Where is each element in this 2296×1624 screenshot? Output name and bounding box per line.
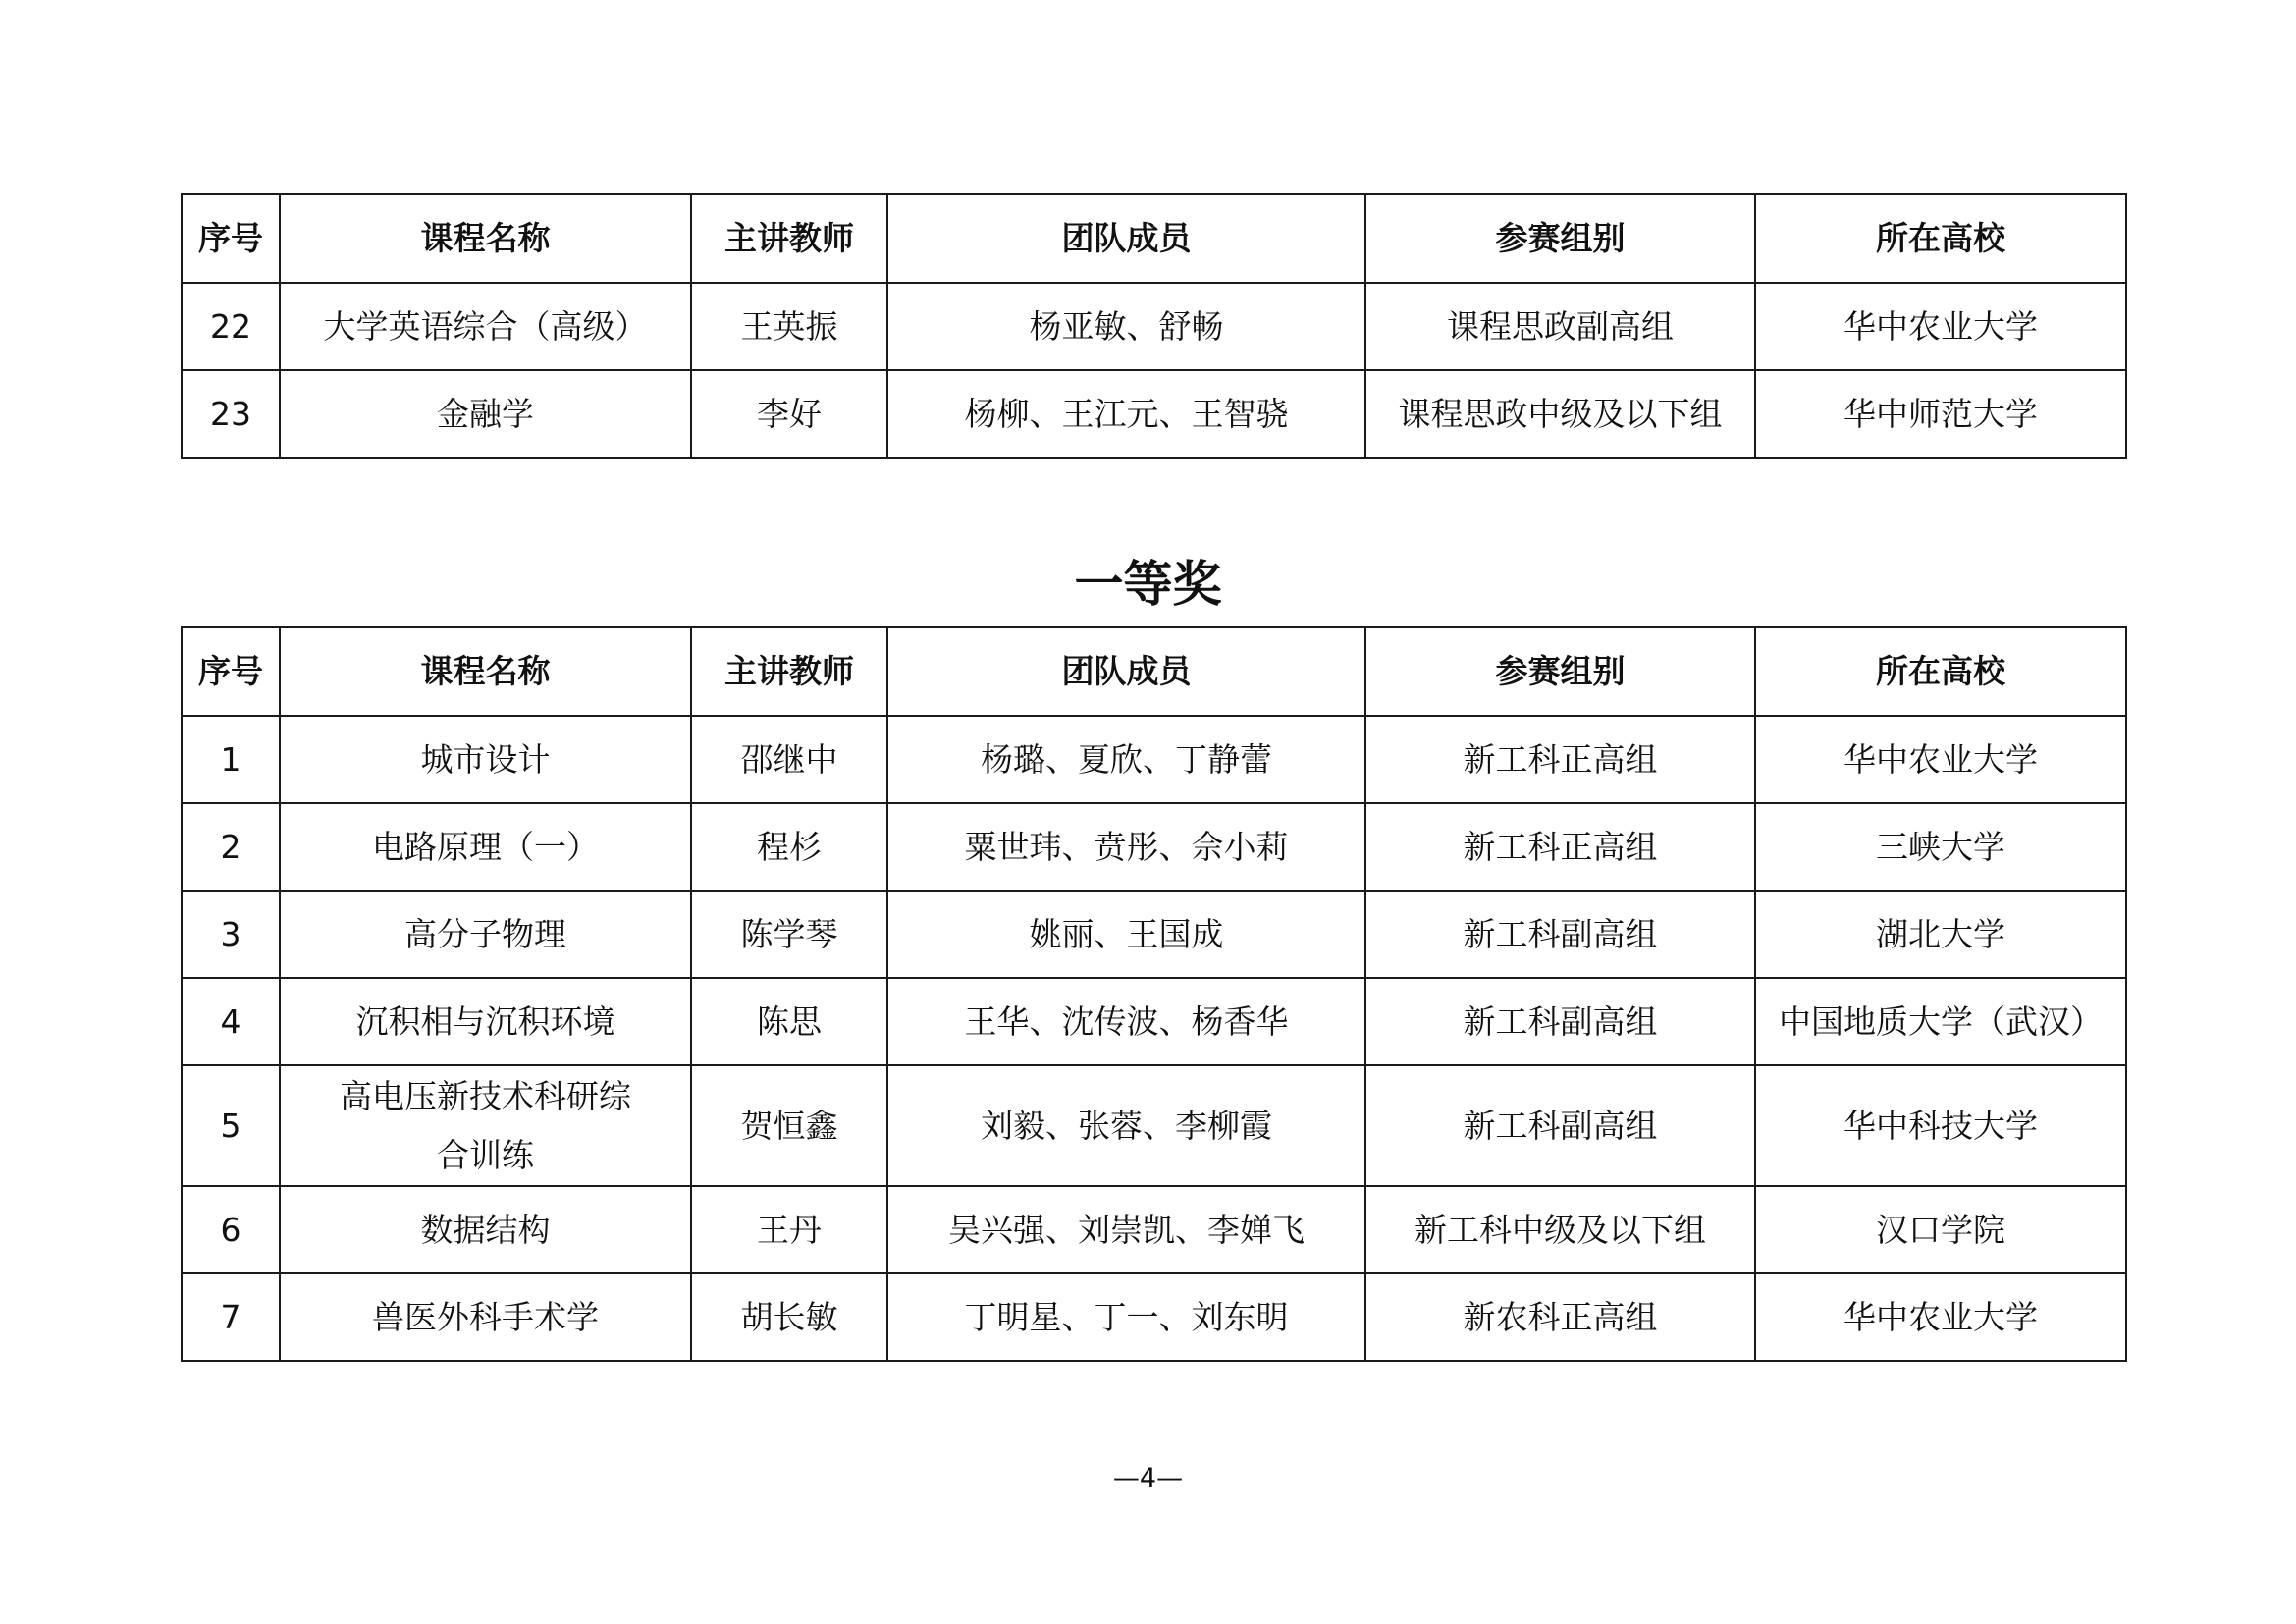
table-row: [182, 1065, 2126, 1186]
page-number: —4—: [1112, 1463, 1184, 1493]
cell-index: 4: [182, 978, 280, 1065]
header-competition-group: 参赛组别: [1365, 627, 1755, 716]
cell-course-name: 数据结构: [280, 1186, 691, 1273]
cell-competition-group: 课程思政副高组: [1365, 283, 1755, 370]
cell-team-members: 刘毅、张蓉、李柳霞: [887, 1065, 1365, 1186]
header-index: 序号: [182, 627, 280, 716]
cell-university: 华中科技大学: [1755, 1065, 2126, 1186]
cell-lead-teacher: 贺恒鑫: [691, 1065, 887, 1186]
cell-lead-teacher: 李好: [691, 370, 887, 458]
cell-university: 华中农业大学: [1755, 1273, 2126, 1361]
table-row: [182, 716, 2126, 803]
cell-team-members: 杨璐、夏欣、丁静蕾: [887, 716, 1365, 803]
cell-course-name: 兽医外科手术学: [280, 1273, 691, 1361]
cell-university: 汉口学院: [1755, 1186, 2126, 1273]
cell-university: 湖北大学: [1755, 891, 2126, 978]
table-row: [182, 283, 2126, 370]
cell-team-members: 粟世玮、贲彤、佘小莉: [887, 803, 1365, 891]
cell-competition-group: 新工科副高组: [1365, 1065, 1755, 1186]
cell-index: 22: [182, 283, 280, 370]
cell-lead-teacher: 陈学琴: [691, 891, 887, 978]
cell-competition-group: 新工科副高组: [1365, 978, 1755, 1065]
header-team-members: 团队成员: [887, 627, 1365, 716]
table-row: [182, 978, 2126, 1065]
header-university: 所在高校: [1755, 194, 2126, 283]
cell-competition-group: 新工科正高组: [1365, 716, 1755, 803]
cell-course-name: 沉积相与沉积环境: [280, 978, 691, 1065]
header-competition-group: 参赛组别: [1365, 194, 1755, 283]
cell-team-members: 杨柳、王江元、王智骁: [887, 370, 1365, 458]
cell-lead-teacher: 程杉: [691, 803, 887, 891]
cell-university: 华中农业大学: [1755, 283, 2126, 370]
cell-lead-teacher: 王丹: [691, 1186, 887, 1273]
cell-course-name: 高电压新技术科研综合训练: [280, 1065, 691, 1186]
table-header-row: [182, 194, 2126, 283]
header-course-name: 课程名称: [280, 627, 691, 716]
table-row: [182, 891, 2126, 978]
cell-course-name: 城市设计: [280, 716, 691, 803]
header-index: 序号: [182, 194, 280, 283]
cell-index: 2: [182, 803, 280, 891]
header-university: 所在高校: [1755, 627, 2126, 716]
cell-university: 三峡大学: [1755, 803, 2126, 891]
cell-index: 3: [182, 891, 280, 978]
cell-university: 中国地质大学（武汉）: [1755, 978, 2126, 1065]
cell-university: 华中农业大学: [1755, 716, 2126, 803]
cell-university: 华中师范大学: [1755, 370, 2126, 458]
table-header-row: [182, 627, 2126, 716]
table-row: [182, 370, 2126, 458]
header-lead-teacher: 主讲教师: [691, 627, 887, 716]
section-title-first-prize: 一等奖: [1074, 556, 1222, 613]
cell-competition-group: 课程思政中级及以下组: [1365, 370, 1755, 458]
table-row: [182, 1273, 2126, 1361]
cell-team-members: 王华、沈传波、杨香华: [887, 978, 1365, 1065]
header-course-name: 课程名称: [280, 194, 691, 283]
cell-index: 7: [182, 1273, 280, 1361]
award-table-continued: [181, 193, 2127, 459]
cell-course-name: 大学英语综合（高级）: [280, 283, 691, 370]
header-team-members: 团队成员: [887, 194, 1365, 283]
cell-index: 23: [182, 370, 280, 458]
cell-index: 5: [182, 1065, 280, 1186]
cell-team-members: 丁明星、丁一、刘东明: [887, 1273, 1365, 1361]
cell-competition-group: 新工科副高组: [1365, 891, 1755, 978]
cell-competition-group: 新工科中级及以下组: [1365, 1186, 1755, 1273]
cell-index: 1: [182, 716, 280, 803]
cell-lead-teacher: 胡长敏: [691, 1273, 887, 1361]
cell-team-members: 姚丽、王国成: [887, 891, 1365, 978]
cell-lead-teacher: 邵继中: [691, 716, 887, 803]
header-lead-teacher: 主讲教师: [691, 194, 887, 283]
cell-team-members: 吴兴强、刘崇凯、李婵飞: [887, 1186, 1365, 1273]
cell-competition-group: 新工科正高组: [1365, 803, 1755, 891]
cell-team-members: 杨亚敏、舒畅: [887, 283, 1365, 370]
cell-course-name: 金融学: [280, 370, 691, 458]
cell-course-name: 电路原理（一）: [280, 803, 691, 891]
cell-competition-group: 新农科正高组: [1365, 1273, 1755, 1361]
table-row: [182, 1186, 2126, 1273]
cell-index: 6: [182, 1186, 280, 1273]
cell-lead-teacher: 陈思: [691, 978, 887, 1065]
award-table-first-prize: [181, 626, 2127, 1362]
cell-lead-teacher: 王英振: [691, 283, 887, 370]
table-row: [182, 803, 2126, 891]
cell-course-name: 高分子物理: [280, 891, 691, 978]
